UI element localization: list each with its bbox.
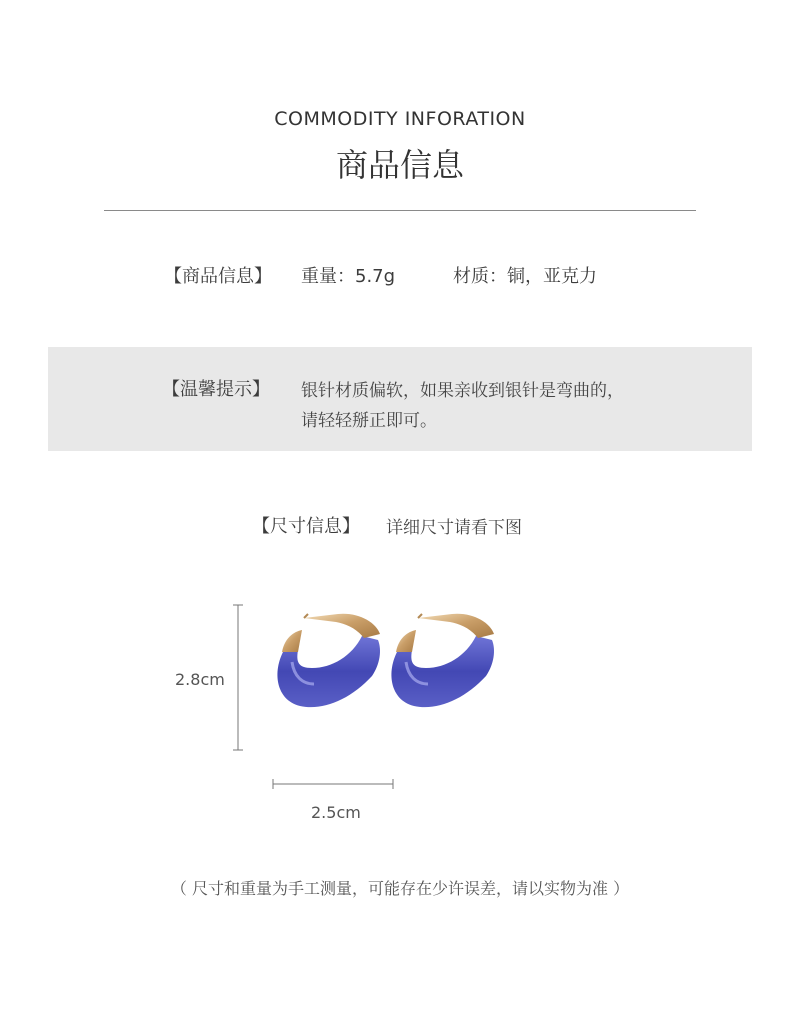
earring-right bbox=[391, 614, 494, 707]
width-dimension-line bbox=[273, 779, 393, 789]
material-text: 材质：铜，亚克力 bbox=[453, 266, 597, 287]
notice-line-2: 请轻轻掰正即可。 bbox=[301, 411, 437, 431]
height-dimension-line bbox=[233, 605, 243, 750]
measurement-disclaimer: （ 尺寸和重量为手工测量，可能存在少许误差，请以实物为准 ） bbox=[170, 879, 630, 898]
notice-line-1: 银针材质偏软，如果亲收到银针是弯曲的， bbox=[301, 381, 624, 401]
product-info-label: 【商品信息】 bbox=[164, 266, 272, 287]
weight-text: 重量：5.7g bbox=[301, 266, 396, 287]
earring-left bbox=[277, 614, 380, 707]
title-english: COMMODITY INFORATION bbox=[274, 108, 526, 130]
notice-label: 【温馨提示】 bbox=[162, 379, 270, 400]
size-info-label: 【尺寸信息】 bbox=[252, 516, 360, 537]
width-measurement: 2.5cm bbox=[311, 803, 361, 822]
size-info-description: 详细尺寸请看下图 bbox=[386, 518, 522, 538]
title-chinese: 商品信息 bbox=[335, 146, 464, 184]
height-measurement: 2.8cm bbox=[175, 670, 225, 689]
